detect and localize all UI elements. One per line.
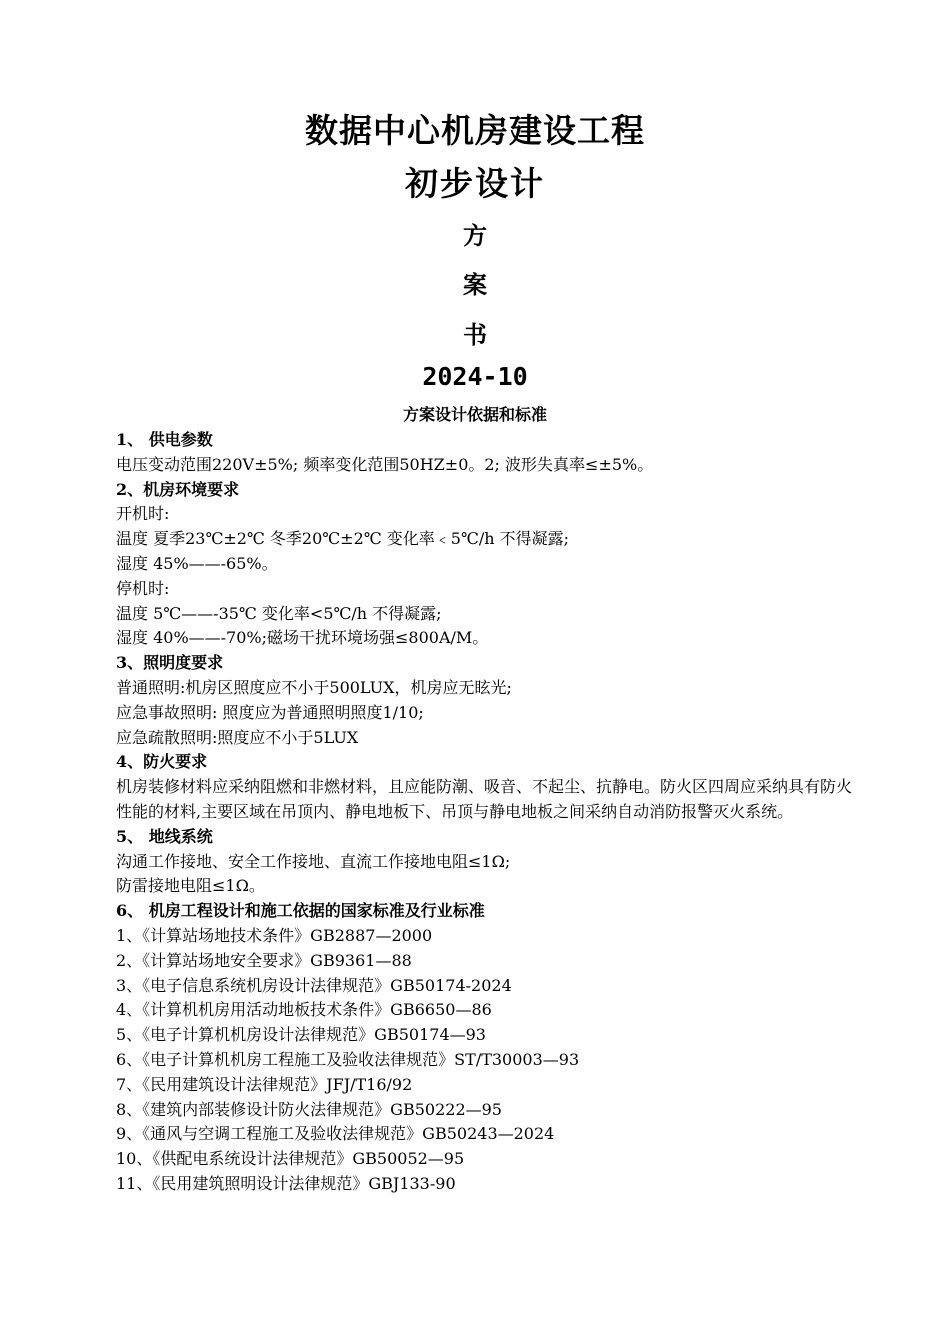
- text-line: 电压变动范围220V±5%; 频率变化范围50HZ±0。2; 波形失真率≤±5%。: [116, 454, 654, 474]
- document-body: [116, 428, 856, 1197]
- heading-environment: 2、机房环境要求: [116, 479, 240, 499]
- standard-item: 6、《电子计算机机房工程施工及验收法律规范》ST/T30003—93: [116, 1049, 580, 1069]
- standard-item: 2、《计算站场地安全要求》GB9361—88: [116, 950, 412, 970]
- text-line: 湿度 45%——-65%。: [116, 553, 278, 573]
- text-line: 普通照明:机房区照度应不小于500LUX，机房应无眩光;: [116, 677, 512, 697]
- standard-item: 10、《供配电系统设计法律规范》GB50052—95: [116, 1149, 465, 1169]
- text-line: 防雷接地电阻≤1Ω。: [116, 876, 265, 896]
- vertical-char-1: 方: [463, 221, 487, 250]
- vertical-char-2: 案: [463, 270, 487, 299]
- text-line: 应急事故照明: 照度应为普通照明照度1/10;: [116, 702, 424, 722]
- main-title: 数据中心机房建设工程: [305, 111, 645, 150]
- text-line: 湿度 40%——-70%;磁场干扰环境场强≤800A/M。: [116, 628, 489, 648]
- text-line: 温度 5℃——-35℃ 变化率<5℃/h 不得凝露;: [116, 603, 442, 623]
- sub-title: 初步设计: [405, 164, 545, 203]
- standard-item: 3、《电子信息系统机房设计法律规范》GB50174-2024: [116, 975, 512, 995]
- standard-item: 11、《民用建筑照明设计法律规范》GBJ133-90: [116, 1173, 456, 1193]
- text-line: 停机时:: [116, 578, 170, 598]
- vertical-char-3: 书: [463, 320, 487, 349]
- heading-lighting: 3、照明度要求: [116, 653, 224, 673]
- document-date: 2024-10: [422, 362, 528, 391]
- standard-item: 7、《民用建筑设计法律规范》JFJ/T16/92: [116, 1074, 413, 1094]
- standard-item: 8、《建筑内部装修设计防火法律规范》GB50222—95: [116, 1099, 502, 1119]
- heading-standards: 6、 机房工程设计和施工依据的国家标准及行业标准: [116, 901, 485, 921]
- text-line: 开机时:: [116, 504, 170, 524]
- text-line: 应急疏散照明:照度应不小于5LUX: [116, 727, 359, 747]
- heading-fire: 4、防火要求: [116, 752, 208, 772]
- fire-paragraph: 机房装修材料应采纳阻燃和非燃材料，且应能防潮、吸音、不起尘、抗静电。防火区四周应采纳具有防火性能的材料,主要区域在吊顶内、静电地板下、吊顶与静电地板之间采纳自动消防报警灭火系统。: [116, 777, 853, 821]
- standard-item: 1、《计算站场地技术条件》GB2887—2000: [116, 925, 433, 945]
- heading-grounding: 5、 地线系统: [116, 826, 213, 846]
- standard-item: 5、《电子计算机机房设计法律规范》GB50174—93: [116, 1025, 486, 1045]
- text-line: 温度 夏季23℃±2℃ 冬季20℃±2℃ 变化率﹤5℃/h 不得凝露;: [116, 529, 569, 549]
- standard-item: 4、《计算机机房用活动地板技术条件》GB6650—86: [116, 1000, 492, 1020]
- standard-item: 9、《通风与空调工程施工及验收法律规范》GB50243—2024: [116, 1124, 555, 1144]
- section-title: 方案设计依据和标准: [402, 405, 547, 424]
- text-line: 沟通工作接地、安全工作接地、直流工作接地电阻≤1Ω;: [116, 851, 511, 871]
- heading-power: 1、 供电参数: [116, 430, 213, 449]
